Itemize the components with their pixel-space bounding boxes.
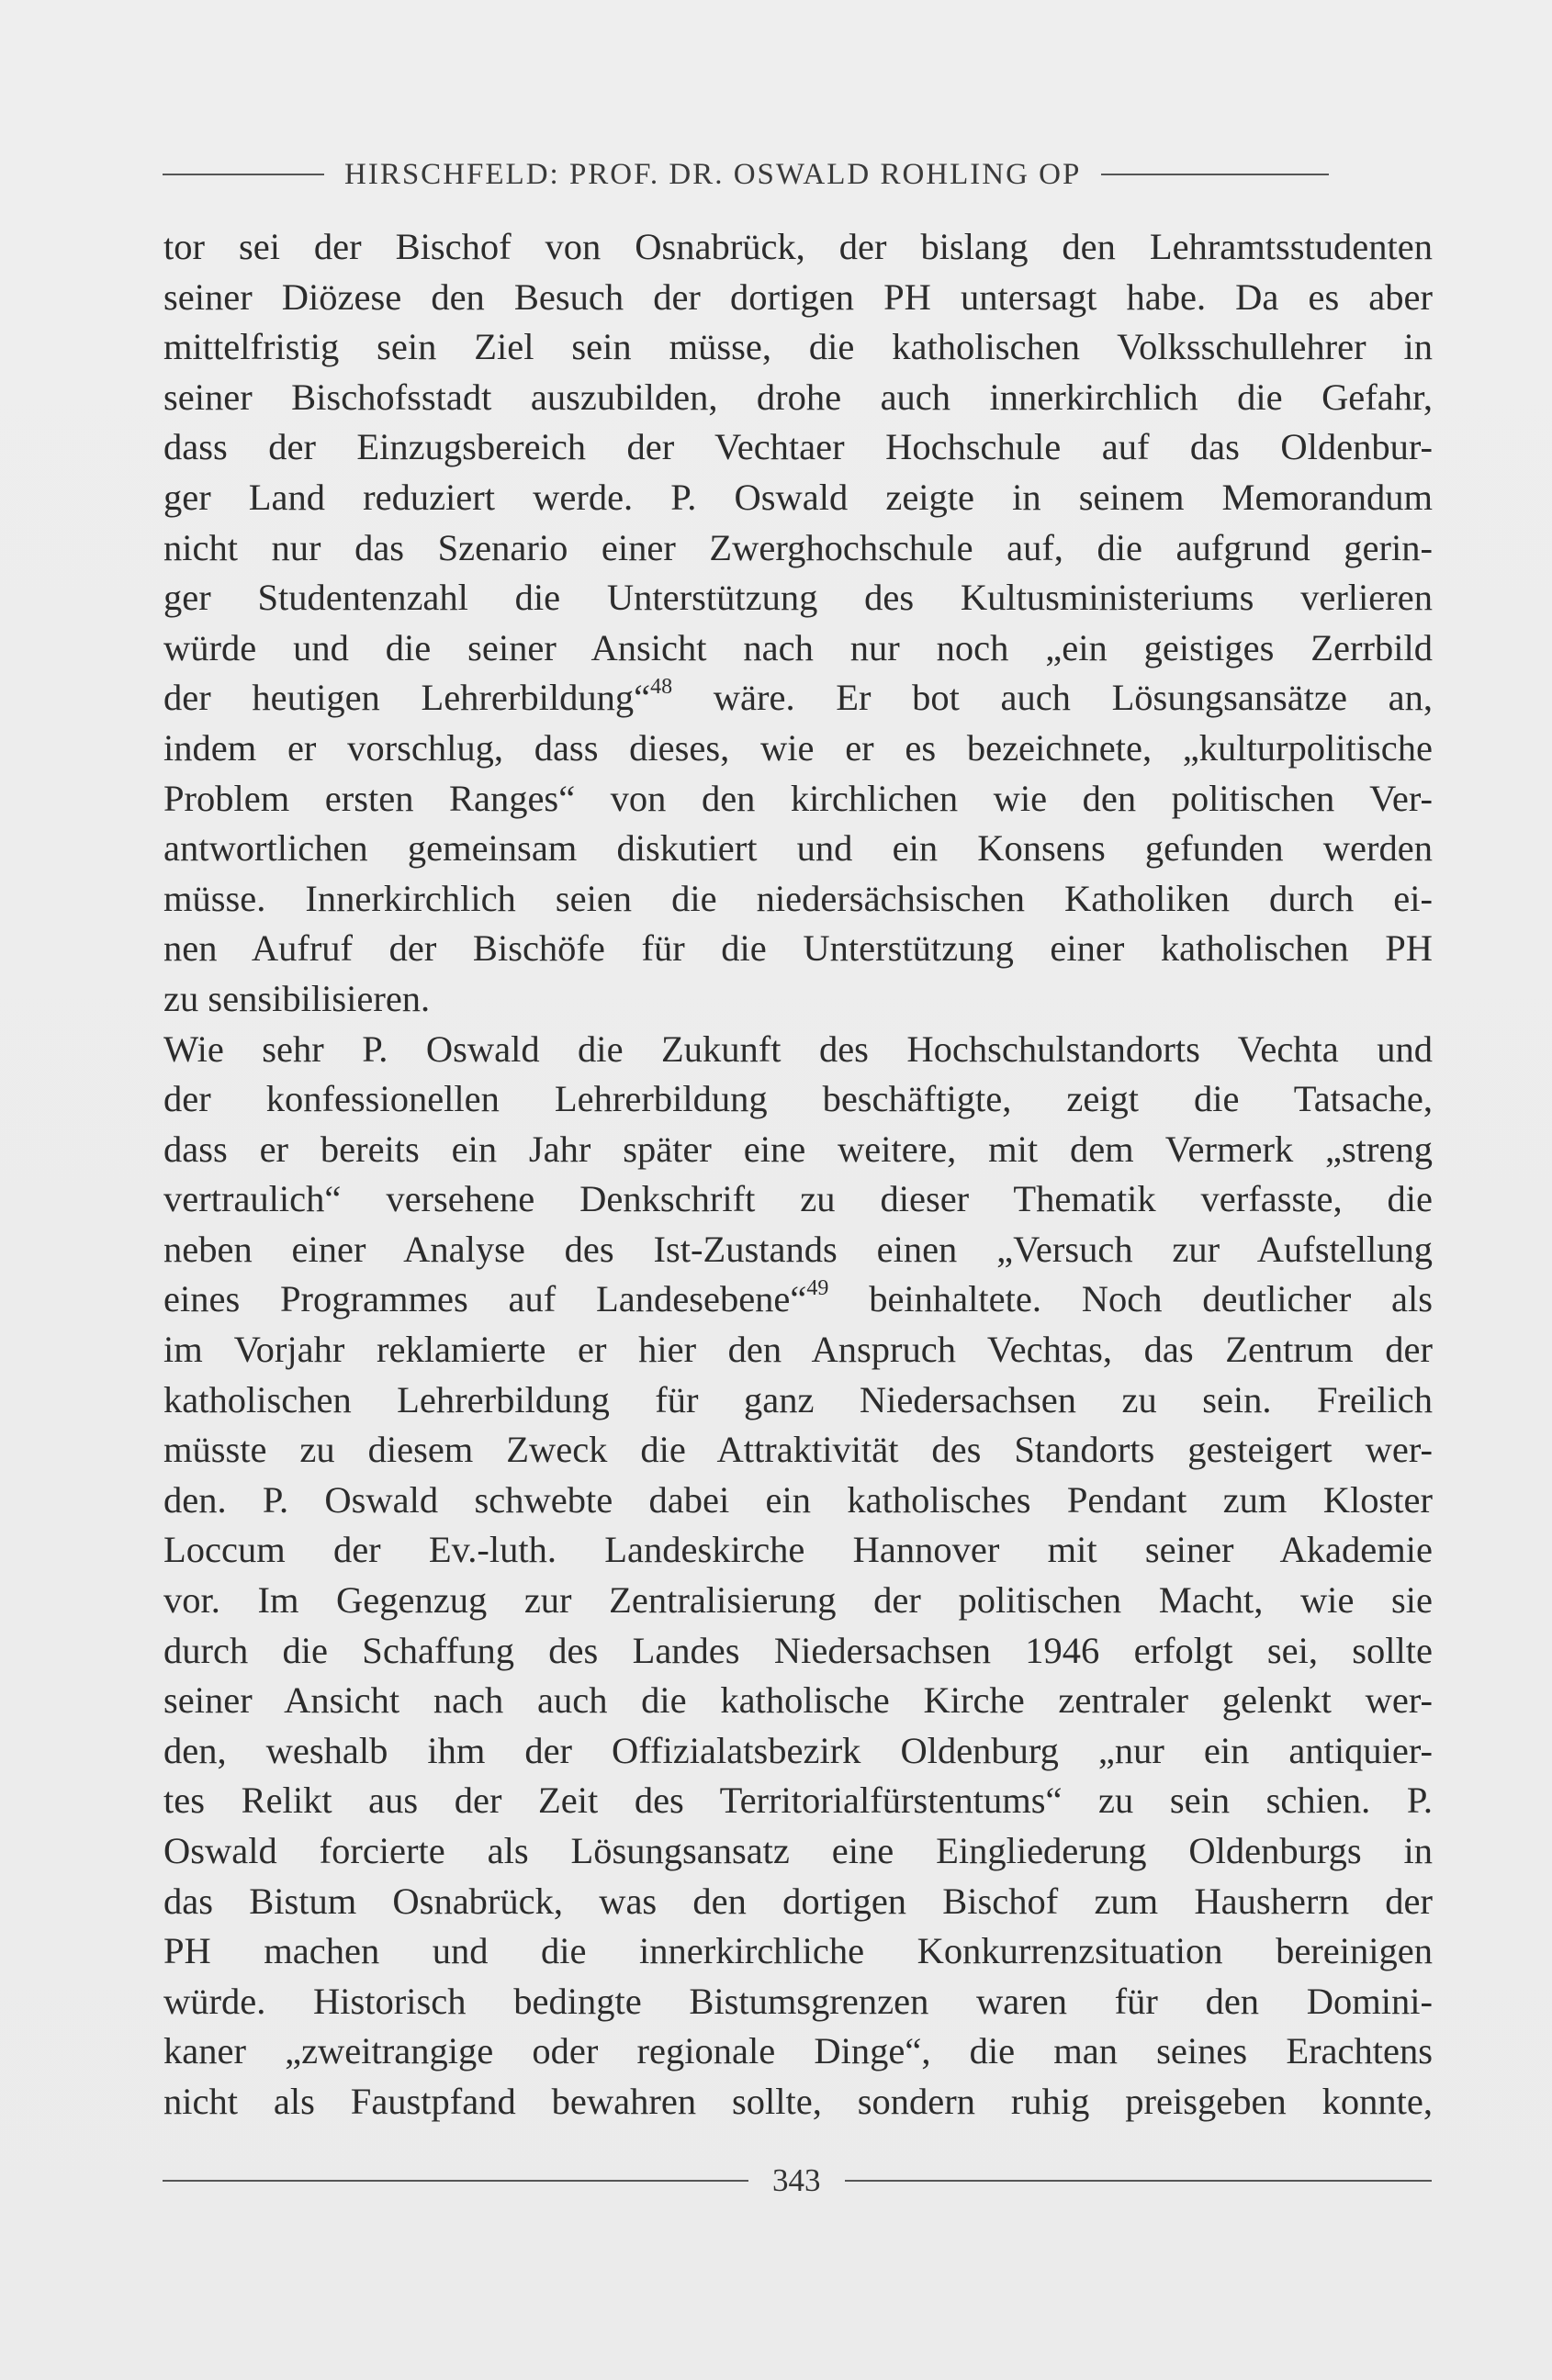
text-line	[163, 273, 1433, 323]
text-line	[163, 623, 1433, 674]
text-line	[163, 1174, 1433, 1225]
text-line	[163, 1274, 1433, 1325]
text-line-content: seiner Diözese den Besuch der dortigen PH untersagt habe. Da es aber	[163, 275, 1433, 318]
text-line-continuation: wäre. Er bot auch Lösungsansätze an,	[672, 677, 1433, 719]
text-line-content: Wie sehr P. Oswald die Zukunft des Hochschulstandorts Vechta und	[163, 1027, 1433, 1070]
header-rule-right	[1101, 174, 1329, 175]
text-line	[163, 1025, 1433, 1075]
text-line-content: eines Programmes auf Landesebene“	[163, 1278, 807, 1320]
footnote-marker: 49	[806, 1275, 829, 1300]
text-line-content: seiner Ansicht nach auch die katholische Kirche zentraler gelenkt wer-	[163, 1679, 1433, 1722]
running-head-text: HIRSCHFELD: PROF. DR. OSWALD ROHLING OP	[344, 157, 1082, 191]
footer-rule-right	[845, 2180, 1433, 2182]
text-line	[163, 1826, 1433, 1877]
text-line	[163, 1726, 1433, 1777]
running-head	[163, 152, 1432, 196]
page-footer	[163, 2158, 1432, 2204]
text-line-content: müsste zu diesem Zweck die Attraktivität des Standorts gesteigert wer-	[163, 1429, 1433, 1471]
text-line-content: PH machen und die innerkirchliche Konkurrenzsituation bereinigen	[163, 1930, 1433, 1972]
text-line	[163, 473, 1433, 523]
text-line	[163, 1776, 1433, 1826]
text-line	[163, 573, 1433, 623]
text-line	[163, 322, 1433, 373]
text-line-content: würde. Historisch bedingte Bistumsgrenzen waren für den Domini-	[163, 1980, 1433, 2022]
text-line	[163, 1375, 1433, 1426]
text-line	[163, 1877, 1433, 1927]
text-line	[163, 1425, 1433, 1476]
text-line-content: im Vorjahr reklamierte er hier den Anspruch Vechtas, das Zentrum der	[163, 1329, 1433, 1371]
text-line-content: Oswald forcierte als Lösungsansatz eine Eingliederung Oldenburgs in	[163, 1830, 1433, 1871]
text-line	[163, 1325, 1433, 1375]
text-line-content: der konfessionellen Lehrerbildung beschäftigte, zeigt die Tatsache,	[163, 1078, 1433, 1120]
text-line	[163, 1525, 1433, 1576]
text-line-content: katholischen Lehrerbildung für ganz Niedersachsen zu sein. Freilich	[163, 1378, 1433, 1420]
text-line-content: tor sei der Bischof von Osnabrück, der bislang den Lehramtsstudenten	[163, 226, 1433, 267]
text-line-content: Loccum der Ev.-luth. Landeskirche Hannover mit seiner Akademie	[163, 1529, 1433, 1571]
text-line-content: das Bistum Osnabrück, was den dortigen Bischof zum Hausherrn der	[163, 1880, 1433, 1922]
text-line-continuation: beinhaltete. Noch deutlicher als	[828, 1278, 1433, 1320]
text-line	[163, 1576, 1433, 1626]
text-line-content: neben einer Analyse des Ist-Zustands einen „Versuch zur Aufstellung	[163, 1228, 1433, 1270]
text-line-content: tes Relikt aus der Zeit des Territorialfürstentums“ zu sein schien. P.	[163, 1779, 1433, 1822]
header-rule-left	[163, 174, 324, 175]
text-line-content: dass der Einzugsbereich der Vechtaer Hochschule auf das Oldenbur-	[163, 426, 1433, 468]
text-line-content: indem er vorschlug, dass dieses, wie er es bezeichnete, „kulturpolitische	[163, 726, 1433, 769]
text-line	[163, 1074, 1433, 1125]
text-line	[163, 523, 1433, 574]
text-line	[163, 974, 1433, 1025]
text-line	[163, 724, 1433, 774]
text-line-content: mittelfristig sein Ziel sein müsse, die katholischen Volksschullehrer in	[163, 326, 1433, 368]
text-line	[163, 373, 1433, 423]
text-line-content: zu sensibilisieren.	[163, 977, 431, 1019]
text-line-content: der heutigen Lehrerbildung“	[163, 677, 651, 719]
text-line-content: vor. Im Gegenzug zur Zentralisierung der politischen Macht, wie sie	[163, 1579, 1433, 1622]
text-line-content: vertraulich“ versehene Denkschrift zu dieser Thematik verfasste, die	[163, 1178, 1433, 1220]
footnote-marker: 48	[650, 674, 673, 699]
text-line	[163, 1926, 1433, 1977]
text-line	[163, 1626, 1433, 1677]
text-line	[163, 924, 1433, 974]
text-line	[163, 1125, 1433, 1175]
text-line-content: den. P. Oswald schwebte dabei ein katholisches Pendant zum Kloster	[163, 1478, 1433, 1521]
text-line-content: dass er bereits ein Jahr später eine weitere, mit dem Vermerk „streng	[163, 1128, 1433, 1170]
text-line	[163, 222, 1433, 273]
text-line	[163, 2026, 1433, 2077]
text-line-content: ger Studentenzahl die Unterstützung des Kultusministeriums verlieren	[163, 577, 1433, 619]
text-line	[163, 2077, 1433, 2127]
text-line-content: nicht als Faustpfand bewahren sollte, sondern ruhig preisgeben konnte,	[163, 2080, 1433, 2122]
text-line-content: durch die Schaffung des Landes Niedersachsen 1946 erfolgt sei, sollte	[163, 1629, 1433, 1671]
text-line-content: kaner „zweitrangige oder regionale Dinge“, die man seines Erachtens	[163, 2030, 1433, 2072]
footer-rule-left	[163, 2180, 748, 2182]
text-line	[163, 774, 1433, 825]
text-line-content: Problem ersten Ranges“ von den kirchlichen wie den politischen Ver-	[163, 777, 1433, 819]
text-line	[163, 1225, 1433, 1275]
body-text	[163, 222, 1433, 2127]
text-line	[163, 874, 1433, 925]
text-line	[163, 422, 1433, 473]
text-line-content: antwortlichen gemeinsam diskutiert und ein Konsens gefunden werden	[163, 827, 1433, 870]
page-number: 343	[772, 2162, 821, 2198]
text-line-content: nicht nur das Szenario einer Zwerghochschule auf, die aufgrund gerin-	[163, 526, 1433, 568]
text-line-content: würde und die seiner Ansicht nach nur noch „ein geistiges Zerrbild	[163, 626, 1433, 668]
text-line	[163, 1676, 1433, 1726]
text-line-content: nen Aufruf der Bischöfe für die Unterstützung einer katholischen PH	[163, 927, 1433, 970]
text-line	[163, 824, 1433, 874]
text-line-content: ger Land reduziert werde. P. Oswald zeigte in seinem Memorandum	[163, 476, 1433, 518]
text-line	[163, 1977, 1433, 2027]
text-line-content: den, weshalb ihm der Offizialatsbezirk Oldenburg „nur ein antiquier-	[163, 1729, 1433, 1771]
text-line-content: seiner Bischofsstadt auszubilden, drohe auch innerkirchlich die Gefahr,	[163, 376, 1433, 418]
text-line	[163, 1476, 1433, 1526]
text-line-content: müsse. Innerkirchlich seien die niedersächsischen Katholiken durch ei-	[163, 877, 1433, 919]
text-line	[163, 673, 1433, 724]
